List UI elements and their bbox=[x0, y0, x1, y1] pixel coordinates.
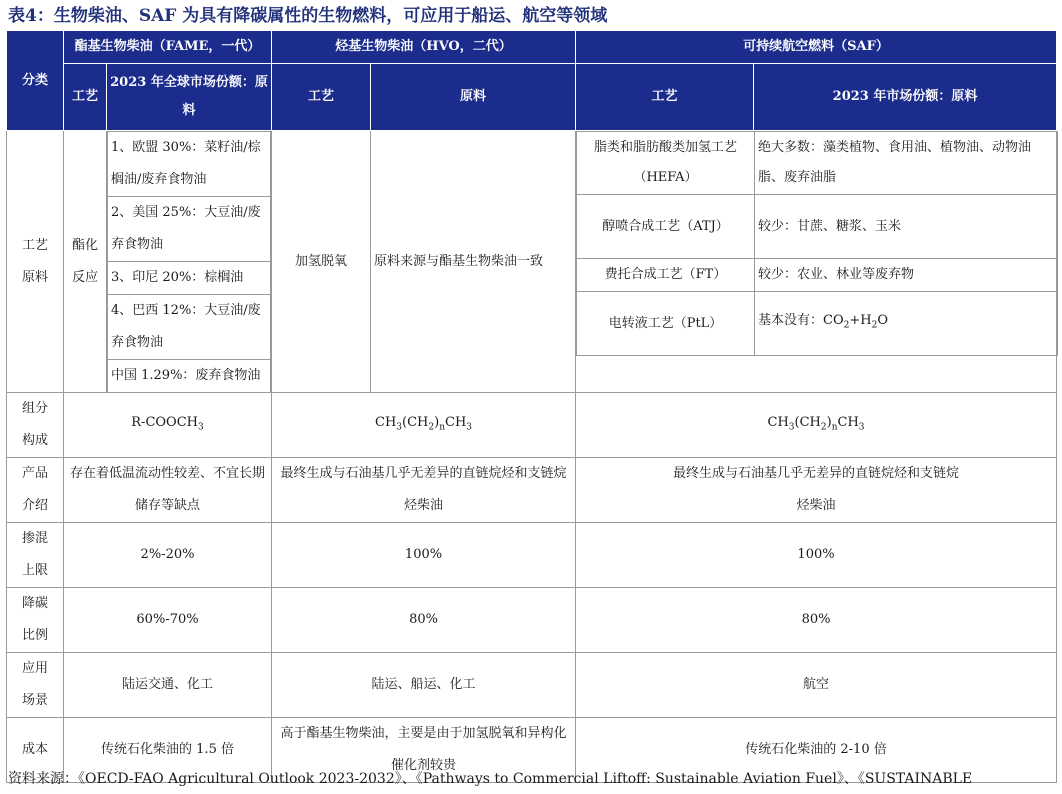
header-saf: 可持续航空燃料（SAF） bbox=[576, 31, 1057, 64]
hvo-reduction: 80% bbox=[272, 588, 576, 653]
saf-process-item: 脂类和脂肪酸类加氢工艺（HEFA） bbox=[577, 132, 755, 195]
saf-share-item: 绝大多数：藻类植物、食用油、植物油、动物油脂、废弃油脂 bbox=[755, 132, 1058, 195]
fame-reduction: 60%-70% bbox=[64, 588, 272, 653]
biofuel-comparison-table bbox=[6, 30, 1057, 783]
fame-cost: 传统石化柴油的 1.5 倍 bbox=[64, 718, 272, 783]
saf-process-item: 费托合成工艺（FT） bbox=[577, 259, 755, 292]
hvo-raw: 原料来源与酯基生物柴油一致 bbox=[371, 131, 576, 393]
saf-share-item: 较少：农业、林业等废弃物 bbox=[755, 259, 1058, 292]
saf-blend: 100% bbox=[576, 523, 1057, 588]
row-label-blend: 掺混上限 bbox=[7, 523, 64, 588]
row-label-composition: 组分构成 bbox=[7, 393, 64, 458]
header-fame-share: 2023 年全球市场份额：原料 bbox=[107, 64, 272, 131]
header-hvo: 烃基生物柴油（HVO，二代） bbox=[272, 31, 576, 64]
saf-share-item: 较少：甘蔗、糖浆、玉米 bbox=[755, 195, 1058, 259]
hvo-application: 陆运、船运、化工 bbox=[272, 653, 576, 718]
row-label-cost: 成本 bbox=[7, 718, 64, 783]
header-hvo-raw: 原料 bbox=[371, 64, 576, 131]
header-fame: 酯基生物柴油（FAME，一代） bbox=[64, 31, 272, 64]
source-note: 资料来源：《OECD-FAO Agricultural Outlook 2023-2032》、《Pathways to Commercial Liftoff: Sustainable Aviation Fuel》、《SUSTAINABLE bbox=[8, 771, 973, 787]
row-label-product: 产品介绍 bbox=[7, 458, 64, 523]
saf-process-cell bbox=[576, 131, 1057, 393]
header-category: 分类 bbox=[7, 31, 64, 131]
table-title: 表4：生物柴油、SAF 为具有降碳属性的生物燃料，可应用于船运、航空等领域 bbox=[8, 6, 608, 26]
hvo-composition: $CH_3(CH_2)_nCH_3$ bbox=[272, 393, 576, 458]
header-saf-process: 工艺 bbox=[576, 64, 754, 131]
header-fame-process: 工艺 bbox=[64, 64, 107, 131]
saf-reduction: 80% bbox=[576, 588, 1057, 653]
fame-blend: 2%-20% bbox=[64, 523, 272, 588]
saf-process-list bbox=[576, 131, 1058, 387]
hvo-blend: 100% bbox=[272, 523, 576, 588]
row-label-reduction: 降碳比例 bbox=[7, 588, 64, 653]
saf-process-item: 电转液工艺（PtL） bbox=[577, 292, 755, 356]
fame-shares-list bbox=[107, 131, 271, 392]
saf-process-item: 醇喷合成工艺（ATJ） bbox=[577, 195, 755, 259]
fame-process: 酯化反应 bbox=[64, 131, 107, 393]
saf-application: 航空 bbox=[576, 653, 1057, 718]
header-hvo-process: 工艺 bbox=[272, 64, 371, 131]
fame-share-item: 1、欧盟 30%：菜籽油/棕榈油/废弃食物油 bbox=[108, 132, 271, 197]
header-saf-share: 2023 年市场份额：原料 bbox=[754, 64, 1057, 131]
saf-cost: 传统石化柴油的 2-10 倍 bbox=[576, 718, 1057, 783]
hvo-cost: 高于酯基生物柴油，主要是由于加氢脱氧和异构化催化剂较贵 bbox=[272, 718, 576, 783]
fame-share-item: 中国 1.29%：废弃食物油 bbox=[108, 360, 271, 393]
fame-product: 存在着低温流动性较差、不宜长期储存等缺点 bbox=[64, 458, 272, 523]
saf-product: 最终生成与石油基几乎无差异的直链烷烃和支链烷烃柴油 bbox=[576, 458, 1057, 523]
fame-share-item: 2、美国 25%：大豆油/废弃食物油 bbox=[108, 197, 271, 262]
saf-composition: $CH_3(CH_2)_nCH_3$ bbox=[576, 393, 1057, 458]
row-label-process: 工艺原料 bbox=[7, 131, 64, 393]
saf-share-item: 基本没有：$CO_2+H_2O$ bbox=[755, 292, 1058, 356]
fame-share-item: 4、巴西 12%：大豆油/废弃食物油 bbox=[108, 295, 271, 360]
hvo-process: 加氢脱氧 bbox=[272, 131, 371, 393]
fame-composition: $R-COOCH_3$ bbox=[64, 393, 272, 458]
row-label-application: 应用场景 bbox=[7, 653, 64, 718]
fame-shares-cell bbox=[107, 131, 272, 393]
fame-share-item: 3、印尼 20%：棕榈油 bbox=[108, 262, 271, 295]
hvo-product: 最终生成与石油基几乎无差异的直链烷烃和支链烷烃柴油 bbox=[272, 458, 576, 523]
fame-application: 陆运交通、化工 bbox=[64, 653, 272, 718]
